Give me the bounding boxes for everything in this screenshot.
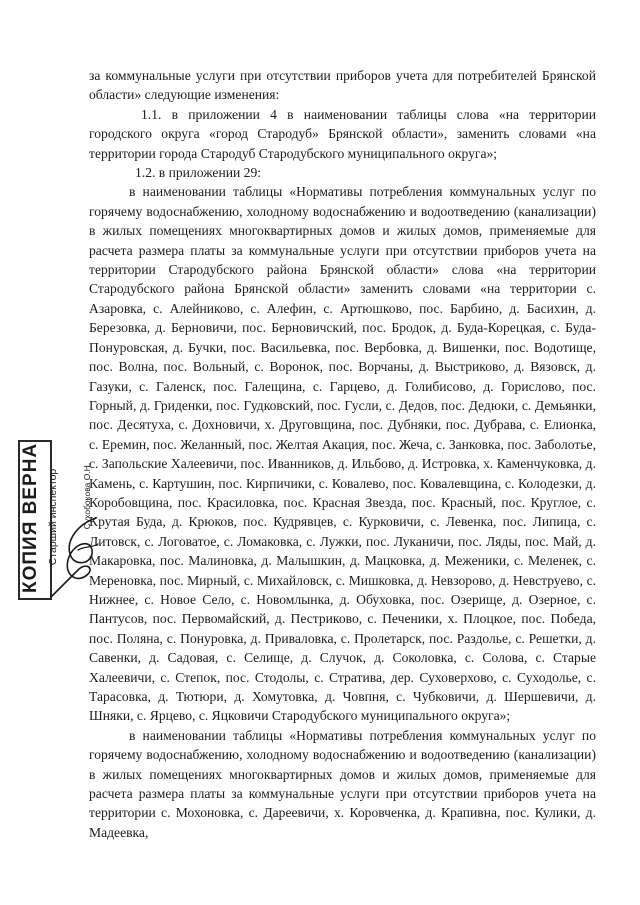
- copy-verified-stamp: [14, 440, 100, 600]
- stamp-name: Сухобокова О.Н.: [82, 462, 92, 530]
- paragraph-item-1-1: 1.1. в приложении 4 в наименовании таблицы слова «на территории городского округа «город Стародуб» Брянской области», заменить словами «на территории города Стародуб Стародубского муниципального округа»;: [89, 106, 596, 161]
- paragraph-intro: за коммунальные услуги при отсутствии приборов учета для потребителей Брянской области» следующие изменения:: [89, 68, 596, 103]
- paragraph-table-rename-1: в наименовании таблицы «Нормативы потребления коммунальных услуг по горячему водоснабжению, холодному водоснабжению и водоотведению (канализации) в жилых помещениях многоквартирных домов и жилых домов, применяемые для расчета размера платы за коммунальные услуги при отсутствии приборов учета на территории Стародубского района Брянской области» слова «на территории Стародубского района Брянской области» заменить словами «на территории с. Азаровка, с. Алейниково, с. Алефин, с. Артюшково, пос. Барбино, д. Басихин, д. Березовка, д. Берновичи, пос. Берновичский, пос. Бродок, д. Буда-Корецкая, с. Буда-Понуровская, д. Бучки, пос. Васильевка, пос. Вербовка, д. Вишенки, пос. Водотище, пос. Волна, пос. Вольный, с. Воронок, пос. Ворчаны, д. Выстриково, д. Вязовск, д. Газуки, с. Галенск, пос. Галещина, с. Гарцево, д. Голибисово, д. Горислово, пос. Горный, д. Гриденки, пос. Гудковский, пос. Гусли, с. Дедов, пос. Дедюки, с. Демьянки, пос. Десятуха, с. Дохновичи, х. Друговщина, пос. Дубняки, пос. Дубрава, с. Елионка, с. Еремин, пос. Желанный, пос. Желтая Акация, пос. Жеча, с. Занковка, пос. Заболотье, с. Запольские Халеевичи, пос. Иванников, д. Ильбово, д. Истровка, х. Каменчуковка, д. Камень, с. Картушин, пос. Кирпичики, с. Ковалево, пос. Ковалевщина, с. Колодезки, д. Коробовщина, пос. Красиловка, пос. Красная Звезда, пос. Красный, пос. Круглое, с. Крутая Буда, д. Крюков, пос. Кудрявцев, с. Курковичи, с. Левенка, пос. Липица, с. Литовск, с. Логоватое, с. Ломаковка, с. Лужки, пос. Луканичи, пос. Ляды, пос. Май, д. Макаровка, пос. Малиновка, д. Малышкин, д. Мацковка, д. Меженики, с. Меленек, с. Мереновка, пос. Мирный, с. Михайловск, с. Мишковка, д. Невзорово, д. Невструево, с. Нижнее, с. Новое Село, с. Новомлынка, д. Обуховка, пос. Озерище, д. Озерное, с. Пантусов, пос. Первомайский, д. Пестриково, с. Печеники, х. Плоцкое, пос. Победа, пос. Поляна, с. Понуровка, д. Приваловка, с. Пролетарск, пос. Раздолье, с. Решетки, д. Савенки, д. Садовая, с. Селище, д. Случок, д. Соколовка, с. Солова, с. Старые Халеевичи, с. Степок, пос. Стодолы, с. Стратива, дер. Суховерхово, с. Суходолье, с. Тарасовка, д. Тютюри, д. Хомутовка, д. Човпня, с. Чубковичи, д. Шершевичи, д. Шняки, с. Ярцево, с. Яцковичи Стародубского муниципального округа»;: [89, 184, 596, 724]
- stamp-role: Старший инспектор: [47, 468, 59, 566]
- stamp-title: КОПИЯ ВЕРНА: [20, 442, 41, 593]
- paragraph-item-1-2: 1.2. в приложении 29:: [135, 165, 262, 181]
- paragraph-table-rename-2: в наименовании таблицы «Нормативы потребления коммунальных услуг по горячему водоснабжению, холодному водоснабжению и водоотведению (канализации) в жилых помещениях многоквартирных домов и жилых домов, применяемые для расчета размера платы за коммунальные услуги при отсутствии приборов учета на территории с. Мохоновка, с. Дареевичи, х. Коровченка, д. Крапивна, пос. Кулики, д. Мадеевка,: [89, 727, 596, 840]
- handwritten-signature: [48, 510, 108, 600]
- document-body: [89, 66, 596, 842]
